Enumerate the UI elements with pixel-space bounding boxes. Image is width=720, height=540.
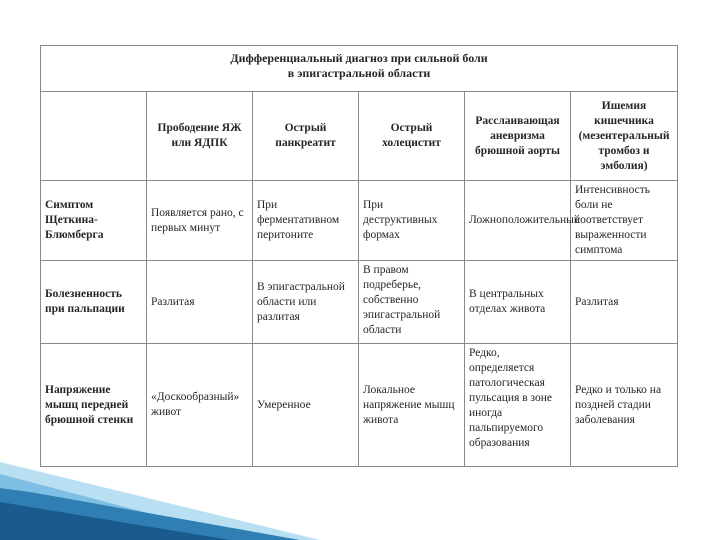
header-intestinal-ischemia: Ишемия кишечника (мезентеральный тромбоз и эмболия) <box>571 92 678 181</box>
row-label: Напряжение мышц передней брюшной стенки <box>41 344 147 467</box>
table-row <box>41 181 678 261</box>
table-cell: Умеренное <box>253 344 359 467</box>
row-label: Болезненность при пальпации <box>41 261 147 344</box>
table-row <box>41 261 678 344</box>
table-title-line1: Дифференциальный диагноз при сильной боли <box>230 51 488 65</box>
row-label: Симптом Щеткина-Блюмберга <box>41 181 147 261</box>
header-aortic-aneurysm: Расслаивающая аневризма брюшной аорты <box>465 92 571 181</box>
header-empty <box>41 92 147 181</box>
table-cell: Локальное напряжение мышц живота <box>359 344 465 467</box>
table-cell: Разлитая <box>571 261 678 344</box>
table-cell: Появляется рано, с первых минут <box>147 181 253 261</box>
table-title-line2: в эпигастральной области <box>287 66 431 80</box>
table-cell: «Доскообразный» живот <box>147 344 253 467</box>
table-title <box>41 46 678 92</box>
header-cholecystitis: Острый холецистит <box>359 92 465 181</box>
table-cell: Редко и только на поздней стадии заболевания <box>571 344 678 467</box>
header-pancreatitis: Острый панкреатит <box>253 92 359 181</box>
table-cell: В центральных отделах живота <box>465 261 571 344</box>
table-cell: При ферментативном перитоните <box>253 181 359 261</box>
table-cell: Интенсивность боли не соответствует выраженности симптома <box>571 181 678 261</box>
differential-diagnosis-table <box>40 45 678 467</box>
table-cell: В эпигастральной области или разлитая <box>253 261 359 344</box>
header-perforation: Прободение ЯЖ или ЯДПК <box>147 92 253 181</box>
table-cell: Редко, определяется патологическая пульсация в зоне иногда пальпируемого образования <box>465 344 571 467</box>
table-cell: Ложноположительный <box>465 181 571 261</box>
table-cell: Разлитая <box>147 261 253 344</box>
table-cell: В правом подреберье, собственно эпигастральной области <box>359 261 465 344</box>
table-cell: При деструктивных формах <box>359 181 465 261</box>
decorative-stripes <box>0 440 720 540</box>
